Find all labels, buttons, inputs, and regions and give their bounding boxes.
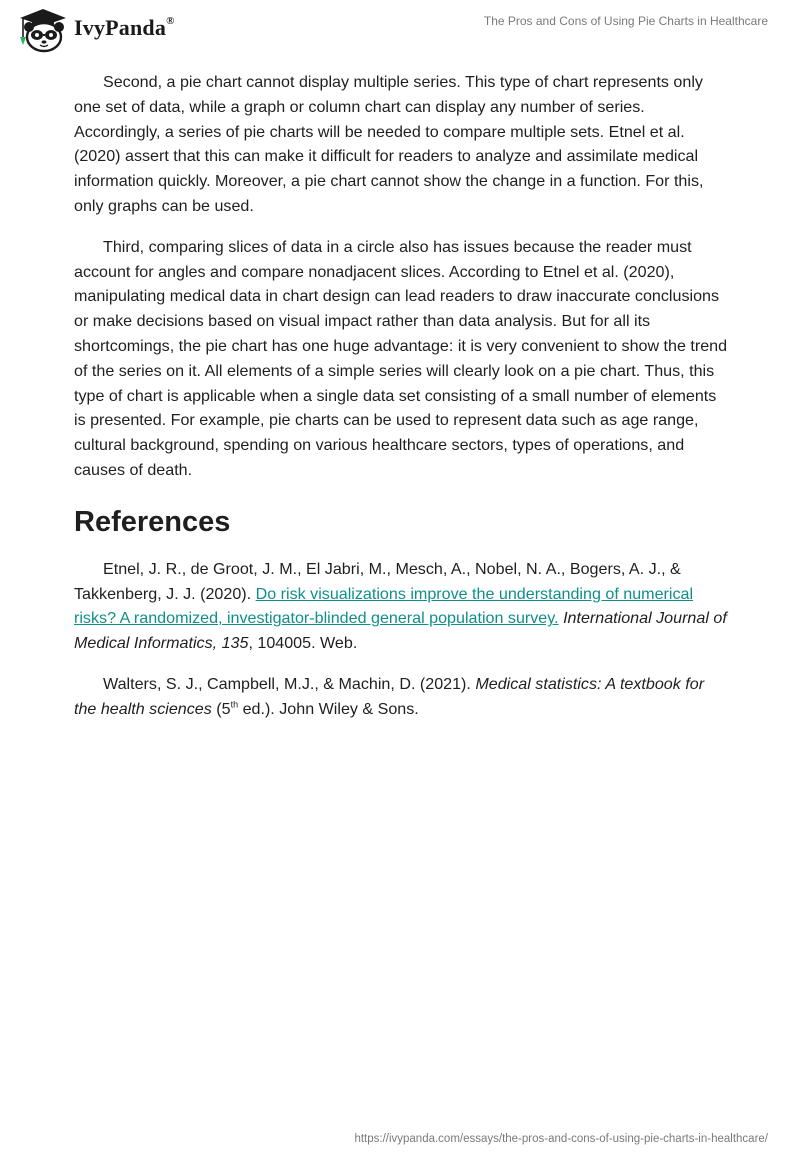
reference-journal: International Journal of Medical Informatics, 135 <box>74 609 727 653</box>
footer-url[interactable]: https://ivypanda.com/essays/the-pros-and-cons-of-using-pie-charts-in-healthcare/ <box>354 1133 768 1145</box>
document-title: The Pros and Cons of Using Pie Charts in Healthcare <box>483 14 768 28</box>
reference-authors: Etnel, J. R., de Groot, J. M., El Jabri, M., Mesch, A., Nobel, N. A., Bogers, A. J., & Takkenberg, J. J. (2020). <box>74 559 681 603</box>
essay-content <box>74 70 730 738</box>
page-header <box>0 0 800 60</box>
body-paragraph: Third, comparing slices of data in a circle also has issues because the reader must account for angles and compare nonadjacent slices. According to Etnel et al. (2020), manipulating medical data in chart design can lead readers to draw inaccurate conclusions or make decisions based on visual impact rather than data analysis. But for all its shortcomings, the pie chart has one huge advantage: it is very convenient to show the trend of the series on it. All elements of a simple series will clearly look on a pie chart. Thus, this type of chart is applicable when a single data set consisting of a small number of elements is presented. For example, pie charts can be used to represent data such as age range, cultural background, spending on various healthcare sectors, types of operations, and causes of death. <box>74 237 728 479</box>
reference-link[interactable]: Do risk visualizations improve the understanding of numerical risks? A randomized, investigator-blinded general population survey. <box>74 584 694 628</box>
brand-logo[interactable] <box>14 8 175 52</box>
brand-name <box>74 15 175 41</box>
reference-tail: , 104005. Web. <box>248 634 358 653</box>
reference-edition-sup: th <box>230 699 239 710</box>
body-paragraph: Second, a pie chart cannot display multiple series. This type of chart represents only one set of data, while a graph or column chart can display any number of series. Accordingly, a series of pie charts will be needed to compare multiple sets. Etnel et al. (2020) assert that this can make it difficult for readers to analyze and assimilate medical information quickly. Moreover, a pie chart cannot show the change in a function. For this, only graphs can be used. <box>74 73 704 215</box>
panda-logo-icon <box>14 7 72 53</box>
registered-mark: ® <box>166 14 175 27</box>
reference-edition-open: (5 <box>211 699 231 718</box>
reference-entry <box>74 557 730 656</box>
reference-book-title: Medical statistics: A textbook for the health sciences <box>74 674 705 718</box>
reference-edition-close: ed.). John Wiley & Sons. <box>238 699 419 718</box>
brand-text: IvyPanda <box>74 15 167 40</box>
reference-entry <box>74 672 730 722</box>
references-heading: References <box>74 505 231 538</box>
reference-authors: Walters, S. J., Campbell, M.J., & Machin, D. (2021). <box>103 674 471 693</box>
